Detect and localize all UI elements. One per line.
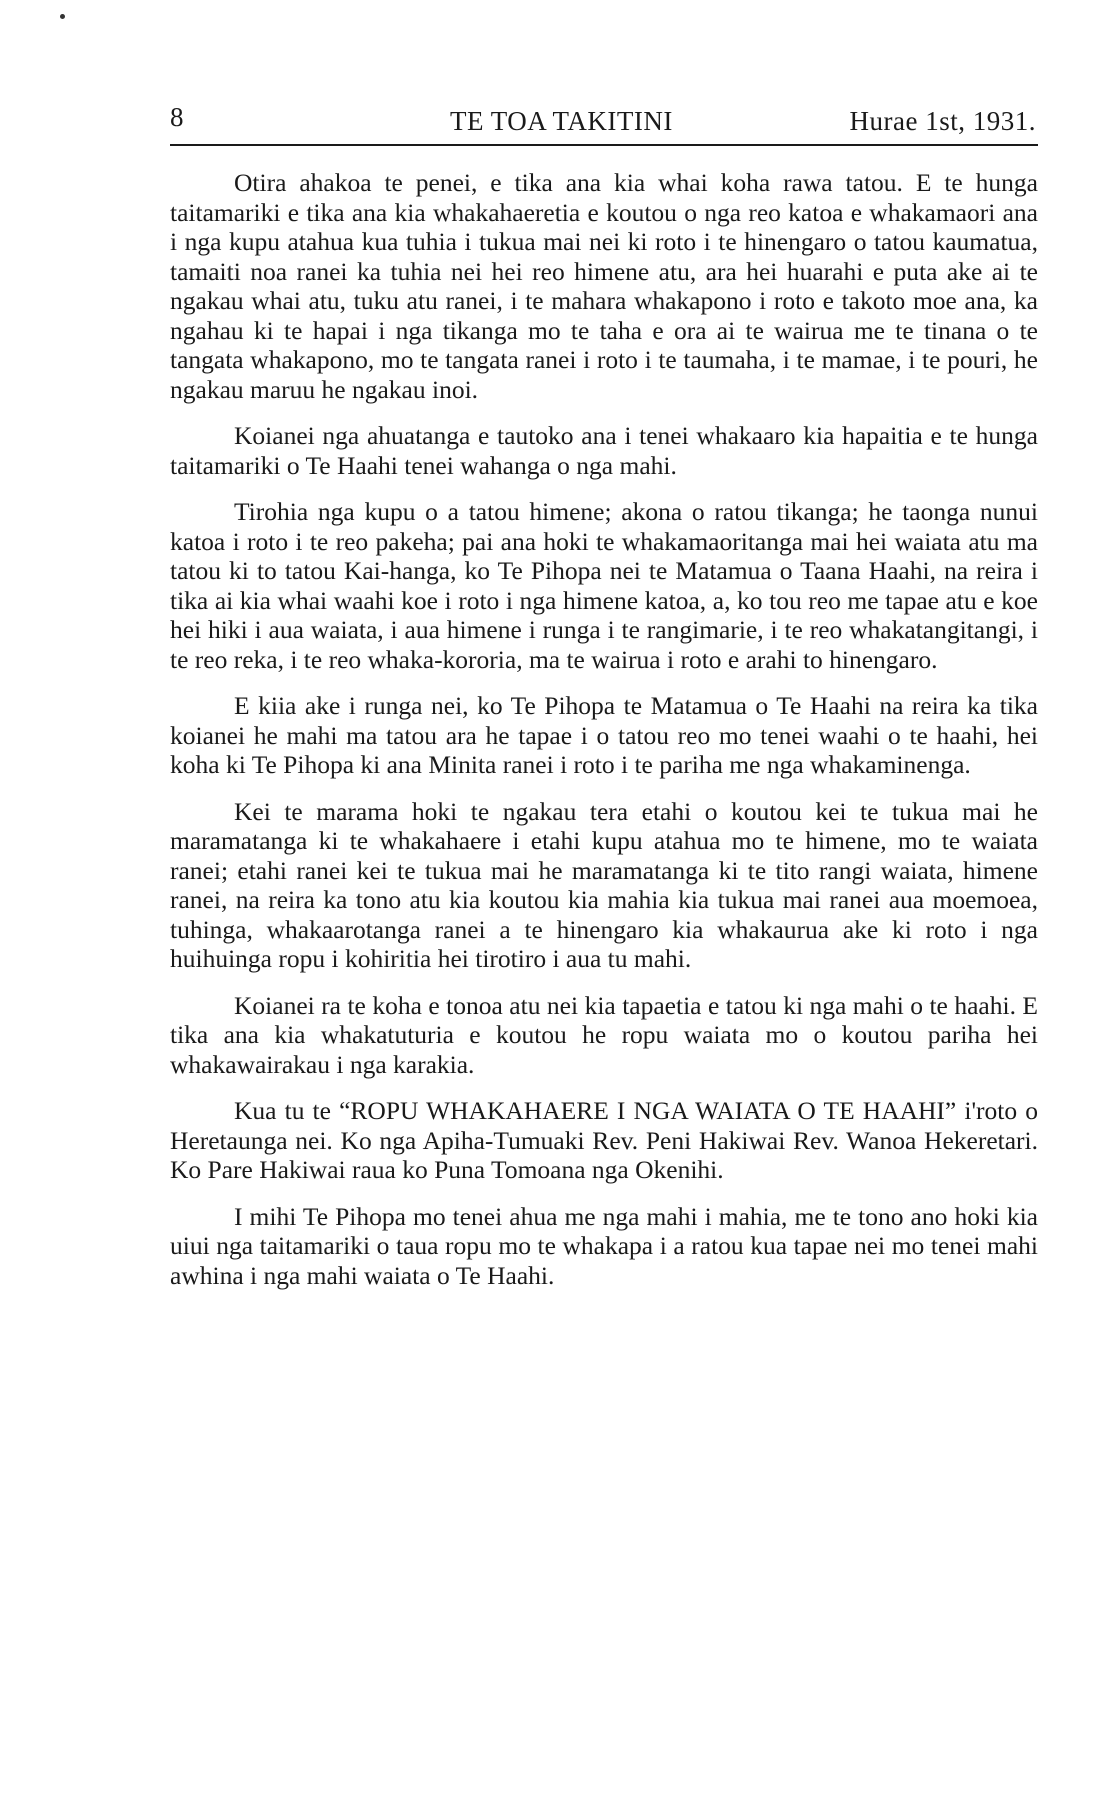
page-number: 8 — [170, 102, 184, 132]
scan-speck — [60, 14, 65, 19]
running-header — [170, 100, 1038, 146]
paragraph: Otira ahakoa te penei, e tika ana kia whai koha rawa tatou. E te hunga taitamariki e tika ana kia whakahaeretia e koutou o nga reo katoa e whakamaori ana i nga kupu atahua kua tuhia i tukua mai nei ki roto i te hinengaro o tatou kaumatua, tamaiti noa ranei ka tuhia nei hei reo himene atu, ara hei huarahi e puta ake ai te ngakau whai atu, tuku atu ranei, i te mahara whakapono i roto e takoto moe ana, ka ngahau ki te hapai i nga tikanga mo te taha e ora ai te wairua me te tinana o te tangata whakapono, mo te tangata ranei i roto i te taumaha, i te mamae, i te pouri, he ngakau maruu he ngakau inoi. — [170, 168, 1038, 404]
paragraph: Koianei nga ahuatanga e tautoko ana i tenei whakaaro kia hapaitia e te hunga taitamariki o Te Haahi tenei wahanga o nga mahi. — [170, 421, 1038, 480]
article-body — [170, 168, 1038, 1290]
paragraph: Tirohia nga kupu o a tatou himene; akona o ratou tikanga; he taonga nunui katoa i roto i te reo pakeha; pai ana hoki te whakamaoritanga mai hei waiata atu ma tatou ki to tatou Kai-hanga, ko Te Pihopa nei te Matamua o Taana Haahi, na reira i tika ai kia whai waahi koe i roto i nga himene katoa, a, ko tou reo me tapae atu e koe hei hiki i aua waiata, i aua himene i runga i te rangimarie, i te reo whakatangitangi, i te reo reka, i te reo whaka-kororia, ma te wairua i roto e arahi to hinengaro. — [170, 497, 1038, 674]
journal-title: TE TOA TAKITINI — [450, 106, 673, 136]
paragraph: Koianei ra te koha e tonoa atu nei kia tapaetia e tatou ki nga mahi o te haahi. E tika ana kia whakatuturia e koutou he ropu waiata mo o koutou pariha hei whakawairakau i nga karakia. — [170, 990, 1038, 1079]
paragraph: E kiia ake i runga nei, ko Te Pihopa te Matamua o Te Haahi na reira ka tika koianei he mahi ma tatou ara he tapae i o tatou reo mo tenei waahi o te haahi, hei koha ki Te Pihopa ki ana Minita ranei i roto i te pariha me nga whakaminenga. — [170, 691, 1038, 779]
issue-date: Hurae 1st, 1931. — [849, 106, 1036, 136]
paragraph: I mihi Te Pihopa mo tenei ahua me nga mahi i mahia, me te tono ano hoki kia uiui nga taitamariki o taua ropu mo te whakapa i a ratou kua tapae nei mo tenei mahi awhina i nga mahi waiata o Te Haahi. — [170, 1201, 1038, 1290]
paragraph: Kei te marama hoki te ngakau tera etahi o koutou kei te tukua mai he maramatanga ki te whakahaere i etahi kupu atahua mo te himene, mo te waiata ranei; etahi ranei kei te tukua mai he maramatanga ki te tito rangi waiata, himene ranei, na reira ka tono atu kia koutou kia mahia kia tukua mai ranei aua moemoea, tuhinga, whakaarotanga ranei a te hinengaro kia whakaurua ake ki roto i nga huihuinga ropu i kohiritia hei tirotiro i aua tu mahi. — [170, 796, 1038, 973]
paragraph: Kua tu te “ROPU WHAKAHAERE I NGA WAIATA O TE HAAHI” i'roto o Heretaunga nei. Ko nga Apiha-Tumuaki Rev. Peni Hakiwai Rev. Wanoa Hekeretari. Ko Pare Hakiwai raua ko Puna Tomoana nga Okenihi. — [170, 1096, 1038, 1184]
